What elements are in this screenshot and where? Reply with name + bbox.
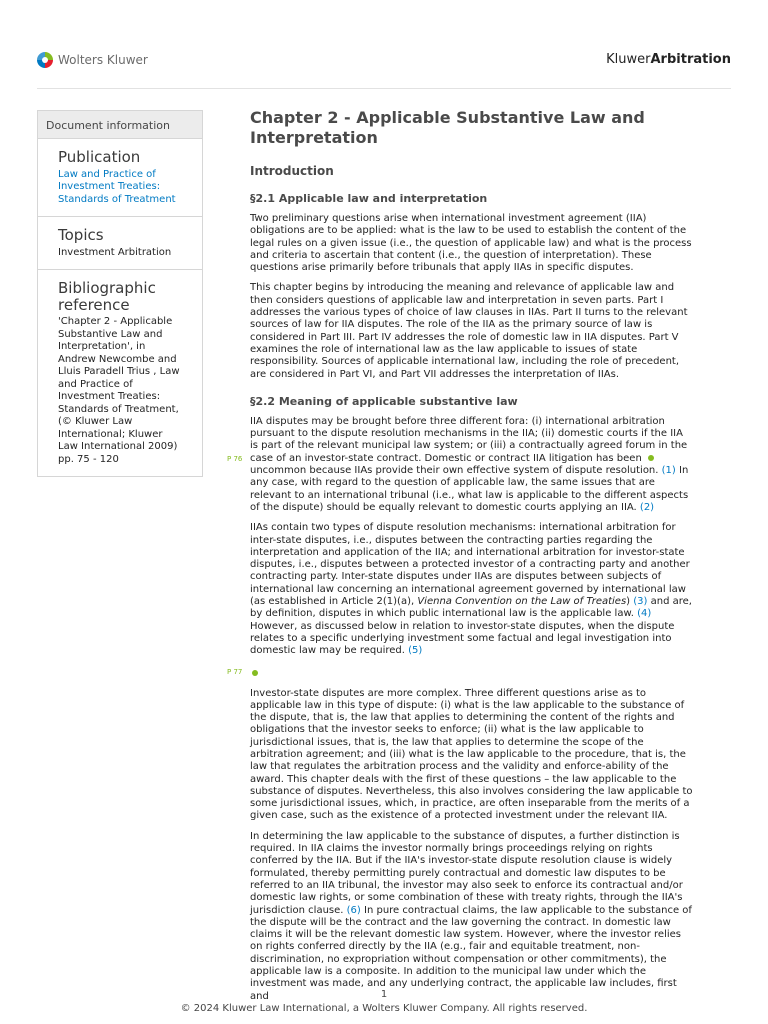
publication-section <box>38 139 202 217</box>
paragraph-6 <box>250 831 694 1003</box>
treaty-title: Vienna Convention on the Law of Treaties <box>417 596 627 608</box>
footnote-link-4[interactable]: (4) <box>637 608 652 620</box>
paragraph-4 <box>250 522 694 657</box>
document-info-panel <box>37 110 203 477</box>
paragraph-4-part-a: IIAs contain two types of dispute resolution mechanisms: international arbitration for inter-state disputes, i.e., disputes between the contracting parties regarding the interpretation and application of the IIA; and international arbitration for investor-state disputes, i.e., disputes between a protected investor of a contracting party and another contracting party. Inter-state disputes under IIAs are disputes between subjects of international law concerning an international agreement governed by international law (as established in Article 2(1)(a), <box>250 522 690 608</box>
brand-prefix: Kluwer <box>606 52 651 67</box>
document-body <box>227 108 694 1003</box>
document-info-heading: Document information <box>38 111 202 139</box>
paragraph-3-part-c: In any case, with regard to the question of applicable law, the same issues that are relevant to an international tribunal (i.e., what law is applicable to the different aspects of the dispute) should be equally relevant to domestic courts applying an IIA. <box>250 465 689 513</box>
publication-link[interactable]: Law and Practice of Investment Treaties: Standards of Treatment <box>58 168 176 205</box>
footnote-link-1[interactable]: (1) <box>661 465 676 477</box>
topics-value: Investment Arbitration <box>58 246 172 258</box>
section-2-2-heading: §2.2 Meaning of applicable substantive law <box>250 394 518 408</box>
paragraph-2: This chapter begins by introducing the meaning and relevance of applicable law and then considers questions of applicable law and interpretation in seven parts. Part I addresses the various types of choice of law clauses in IIAs. Part II turns to the relevant sources of law for IIA disputes. The role of the IIA as the primary source of law is considered in Part III. Part IV addresses the role of domestic law in IIA disputes. Part V examines the role of international law as the law applicable to issues of state responsibility. Sources of applicable international law, including the role of precedent, are considered in Part VI, and Part VII addresses the interpretation of IIAs. <box>250 282 688 380</box>
paragraph-3-part-b: uncommon because IIAs provide their own effective system of dispute resolution. <box>250 465 659 477</box>
wk-logo-icon <box>37 52 53 68</box>
introduction-heading: Introduction <box>250 164 334 178</box>
topics-section <box>38 217 202 270</box>
paragraph-3 <box>227 415 694 514</box>
paragraph-6-part-a: In determining the law applicable to the substance of disputes, a further distinction is required. In IIA claims the investor normally brings proceedings relying on rights conferred by the IIA. But if the IIA's investor-state dispute resolution clause is widely formulated, thereby permitting purely contractual and domestic law disputes to be referred to an IIA tribunal, the investor may also seek to enforce its contractual and/or domestic law rights, or some combination of these with treaty rights, through the IIA's jurisdiction clause. <box>250 830 683 916</box>
kluwer-arbitration-brand[interactable] <box>606 52 731 67</box>
bibliographic-value: 'Chapter 2 - Applicable Substantive Law and Interpretation', in Andrew Newcombe and Lluis Paradell Trius , Law and Practice of Investment Treaties: Standards of Treatment, (© Kluwer Law International; Kluwer Law International 2009) pp. 75 - 120 <box>58 316 180 465</box>
footnote-link-5[interactable]: (5) <box>408 645 423 657</box>
page-break-77 <box>227 666 694 680</box>
paragraph-4-part-b: ) <box>626 596 631 608</box>
paragraph-3-part-a: IIA disputes may be brought before three different fora: (i) international arbitration pursuant to the dispute resolution mechanisms in the IIA; (ii) domestic courts if the IIA is part of the relevant municipal law system; or (iii) a contractually agreed forum in the case of an investor-state contract. Domestic or contract IIA litigation has been <box>250 415 688 464</box>
publication-title: Publication <box>58 148 141 166</box>
topics-title: Topics <box>58 226 104 244</box>
brand-bold: Arbitration <box>650 52 731 67</box>
page-break-dot-icon <box>252 670 258 676</box>
paragraph-5: Investor-state disputes are more complex. Three different questions arise as to applicable law in this type of dispute: (i) what is the law applicable to the substance of the dispute, that is, the law that applies to determining the content of the rights and obligations that the investor seeks to enforce; (ii) what is the law applicable to jurisdictional issues, that is, the law that applies to determine the scope of the arbitration agreement; and (iii) what is the law applicable to the procedure, that is, the law that regulates the arbitration process and the validity and enforce-ability of the award. This chapter deals with the first of these questions – the law applicable to the substance of disputes. Nevertheless, this also involves considering the law applicable to some jurisdictional issues, which, in practice, are often inseparable from the merits of a given case, such as the existence of a protected investment under the relevant IIA. <box>250 687 693 822</box>
bibliographic-title: Bibliographic reference <box>58 279 156 314</box>
footnote-link-3[interactable]: (3) <box>633 596 648 608</box>
section-2-1-heading: §2.1 Applicable law and interpretation <box>250 192 488 205</box>
page-marker-76: P 76 <box>227 454 243 463</box>
wolters-kluwer-logo[interactable] <box>37 52 148 68</box>
paragraph-1: Two preliminary questions arise when international investment agreement (IIA) obligations are to be applied: what is the law to be used to establish the content of the legal rules on a given issue (i.e., the question of applicable law) and what is the process and criteria to ascertain that content (i.e., the question of interpretation). These questions arise primarily before tribunals that apply IIAs in specific disputes. <box>250 213 692 274</box>
paragraph-4-part-c: and are, by definition, disputes in which public international law is the applicable law. <box>250 596 692 620</box>
chapter-title: Chapter 2 - Applicable Substantive Law and Interpretation <box>250 108 645 147</box>
header-divider <box>37 88 731 89</box>
page-marker-77: P 77 <box>227 667 243 676</box>
footnote-link-2[interactable]: (2) <box>639 501 655 513</box>
page-break-dot-icon <box>648 455 654 461</box>
page-header <box>0 0 768 90</box>
paragraph-6-part-b: In pure contractual claims, the law applicable to the substance of the dispute will be the contract and the law governing the contract. In domestic law claims it will be the relevant domestic law system. However, where the investor relies on rights conferred directly by the IIA (e.g., fair and equitable treatment, non-discrimination, no expropriation without compensation or other commitments), the applicable law is a composite. In addition to the municipal law under which the investment was made, and any underlying contract, the applicable law includes, first and <box>250 904 692 1002</box>
footnote-link-6[interactable]: (6) <box>346 904 361 916</box>
paragraph-4-part-d: However, as discussed below in relation to investor-state disputes, when the dispute relates to a specific underlying investment some factual and legal investigation into domestic law may be required. <box>250 620 675 657</box>
bibliographic-section <box>38 270 202 476</box>
logo-text: Wolters Kluwer <box>58 53 148 67</box>
copyright-notice: © 2024 Kluwer Law International, a Wolters Kluwer Company. All rights reserved. <box>180 1003 588 1014</box>
page-number: 1 <box>380 989 388 1000</box>
page-footer <box>0 989 768 1014</box>
